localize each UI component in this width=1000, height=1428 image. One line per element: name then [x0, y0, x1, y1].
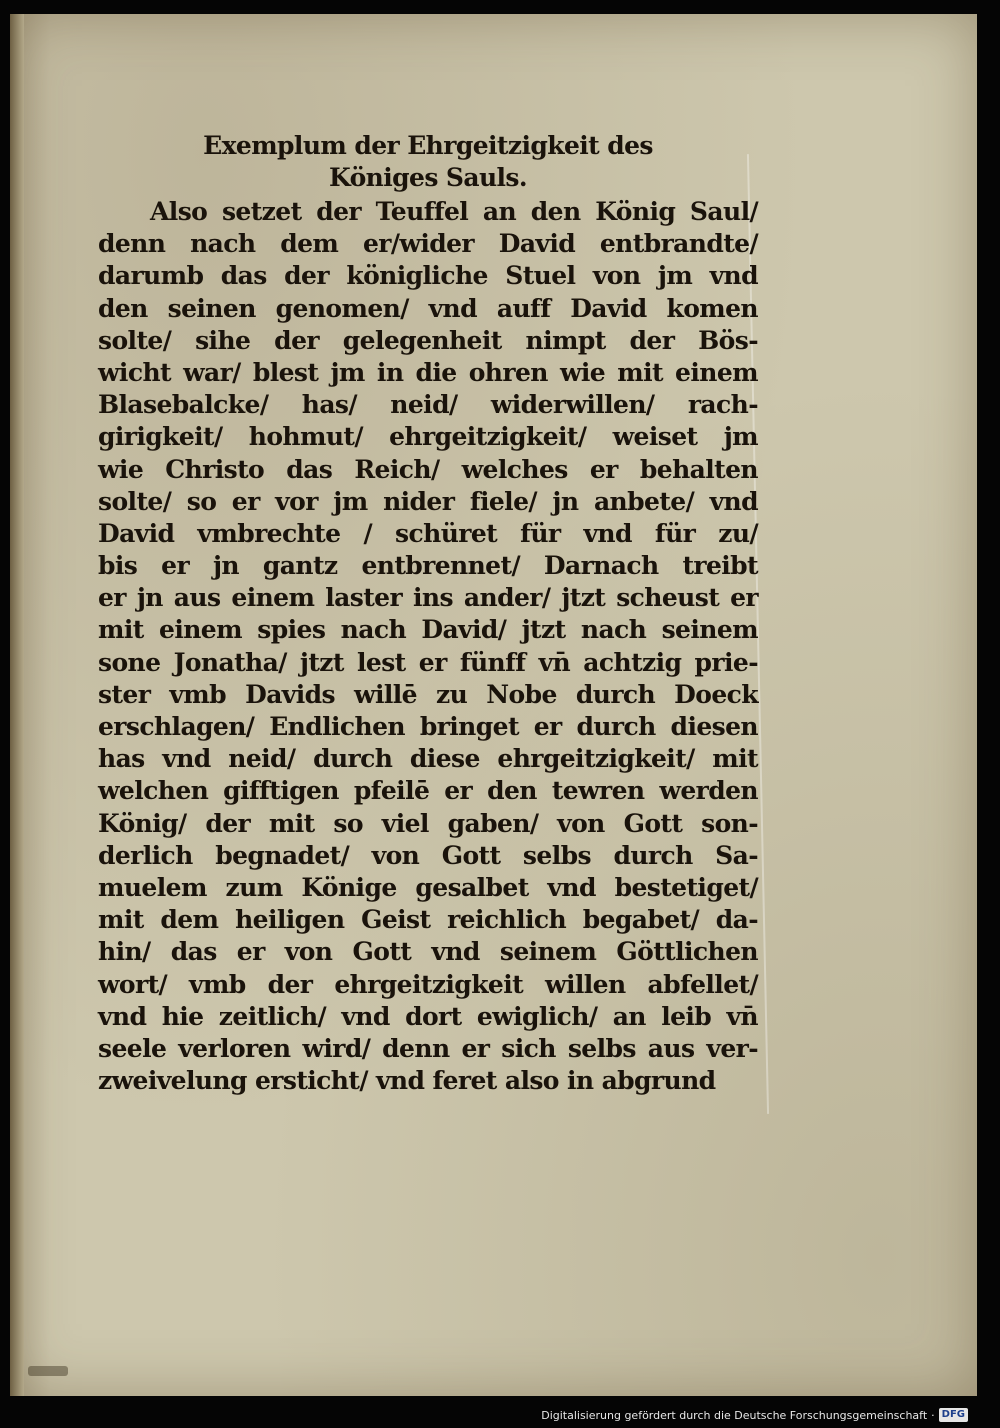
credit-text: Digitalisierung gefördert durch die Deutsche Forschungsgemeinschaft	[541, 1408, 928, 1422]
text-line: derlich begnadet/ von Gott selbs durch Sa-	[98, 840, 758, 870]
text-line: mit einem spies nach David/ jtzt nach seinem	[98, 615, 758, 645]
book-page	[10, 14, 977, 1396]
dfg-logo-icon: DFG	[939, 1408, 968, 1422]
heading-line-1: Exemplum der Ehrgeitzigkeit des	[203, 131, 653, 160]
text-line: vnd hie zeitlich/ vnd dort ewiglich/ an leib vn̄	[98, 1001, 758, 1031]
text-line: Blasebalcke/ has/ neid/ widerwillen/ rach-	[98, 390, 758, 420]
text-line: ster vmb Davids willē zu Nobe durch Doeck	[98, 679, 758, 709]
text-line: wie Christo das Reich/ welches er behalten	[98, 454, 758, 484]
text-line: zweivelung ersticht/ vnd feret also in abgrund	[98, 1066, 716, 1096]
credit-separator: ·	[931, 1408, 935, 1422]
heading-line-2: Königes Sauls.	[329, 163, 527, 192]
text-line: wicht war/ blest jm in die ohren wie mit einem	[98, 357, 758, 387]
text-line: darumb das der königliche Stuel von jm vnd	[98, 261, 758, 291]
page-text-block	[98, 130, 758, 1097]
page-edge	[10, 14, 24, 1396]
text-line: den seinen genomen/ vnd auff David komen	[98, 293, 758, 323]
text-line: welchen gifftigen pfeilē er den tewren werden	[98, 776, 758, 806]
text-line: er jn aus einem laster ins ander/ jtzt scheust er	[98, 583, 758, 613]
ink-smudge	[28, 1366, 68, 1376]
text-line: mit dem heiligen Geist reichlich begabet/ da-	[98, 905, 758, 935]
text-line: solte/ so er vor jm nider fiele/ jn anbete/ vnd	[98, 486, 758, 516]
text-line: seele verloren wird/ denn er sich selbs aus ver-	[98, 1033, 758, 1063]
text-line: solte/ sihe der gelegenheit nimpt der Bös-	[98, 325, 758, 355]
text-line: wort/ vmb der ehrgeitzigkeit willen abfellet/	[98, 969, 758, 999]
text-line: bis er jn gantz entbrennet/ Darnach treibt	[98, 551, 758, 581]
text-line: David vmbrechte / schüret für vnd für zu/	[98, 518, 758, 548]
text-line: muelem zum Könige gesalbet vnd bestetiget/	[98, 872, 758, 902]
text-line: erschlagen/ Endlichen bringet er durch diesen	[98, 712, 758, 741]
text-line: denn nach dem er/wider David entbrandte/	[98, 229, 758, 259]
text-line: Also setzet der Teuffel an den König Saul/	[150, 197, 758, 226]
digitization-credit	[541, 1406, 968, 1424]
text-line: has vnd neid/ durch diese ehrgeitzigkeit/ mit	[98, 744, 758, 774]
text-line: König/ der mit so viel gaben/ von Gott son-	[98, 808, 758, 838]
text-line: hin/ das er von Gott vnd seinem Göttlichen	[98, 937, 758, 967]
text-line: sone Jonatha/ jtzt lest er fünff vn̄ achtzig prie-	[98, 647, 758, 677]
text-line: girigkeit/ hohmut/ ehrgeitzigkeit/ weiset jm	[98, 422, 758, 452]
